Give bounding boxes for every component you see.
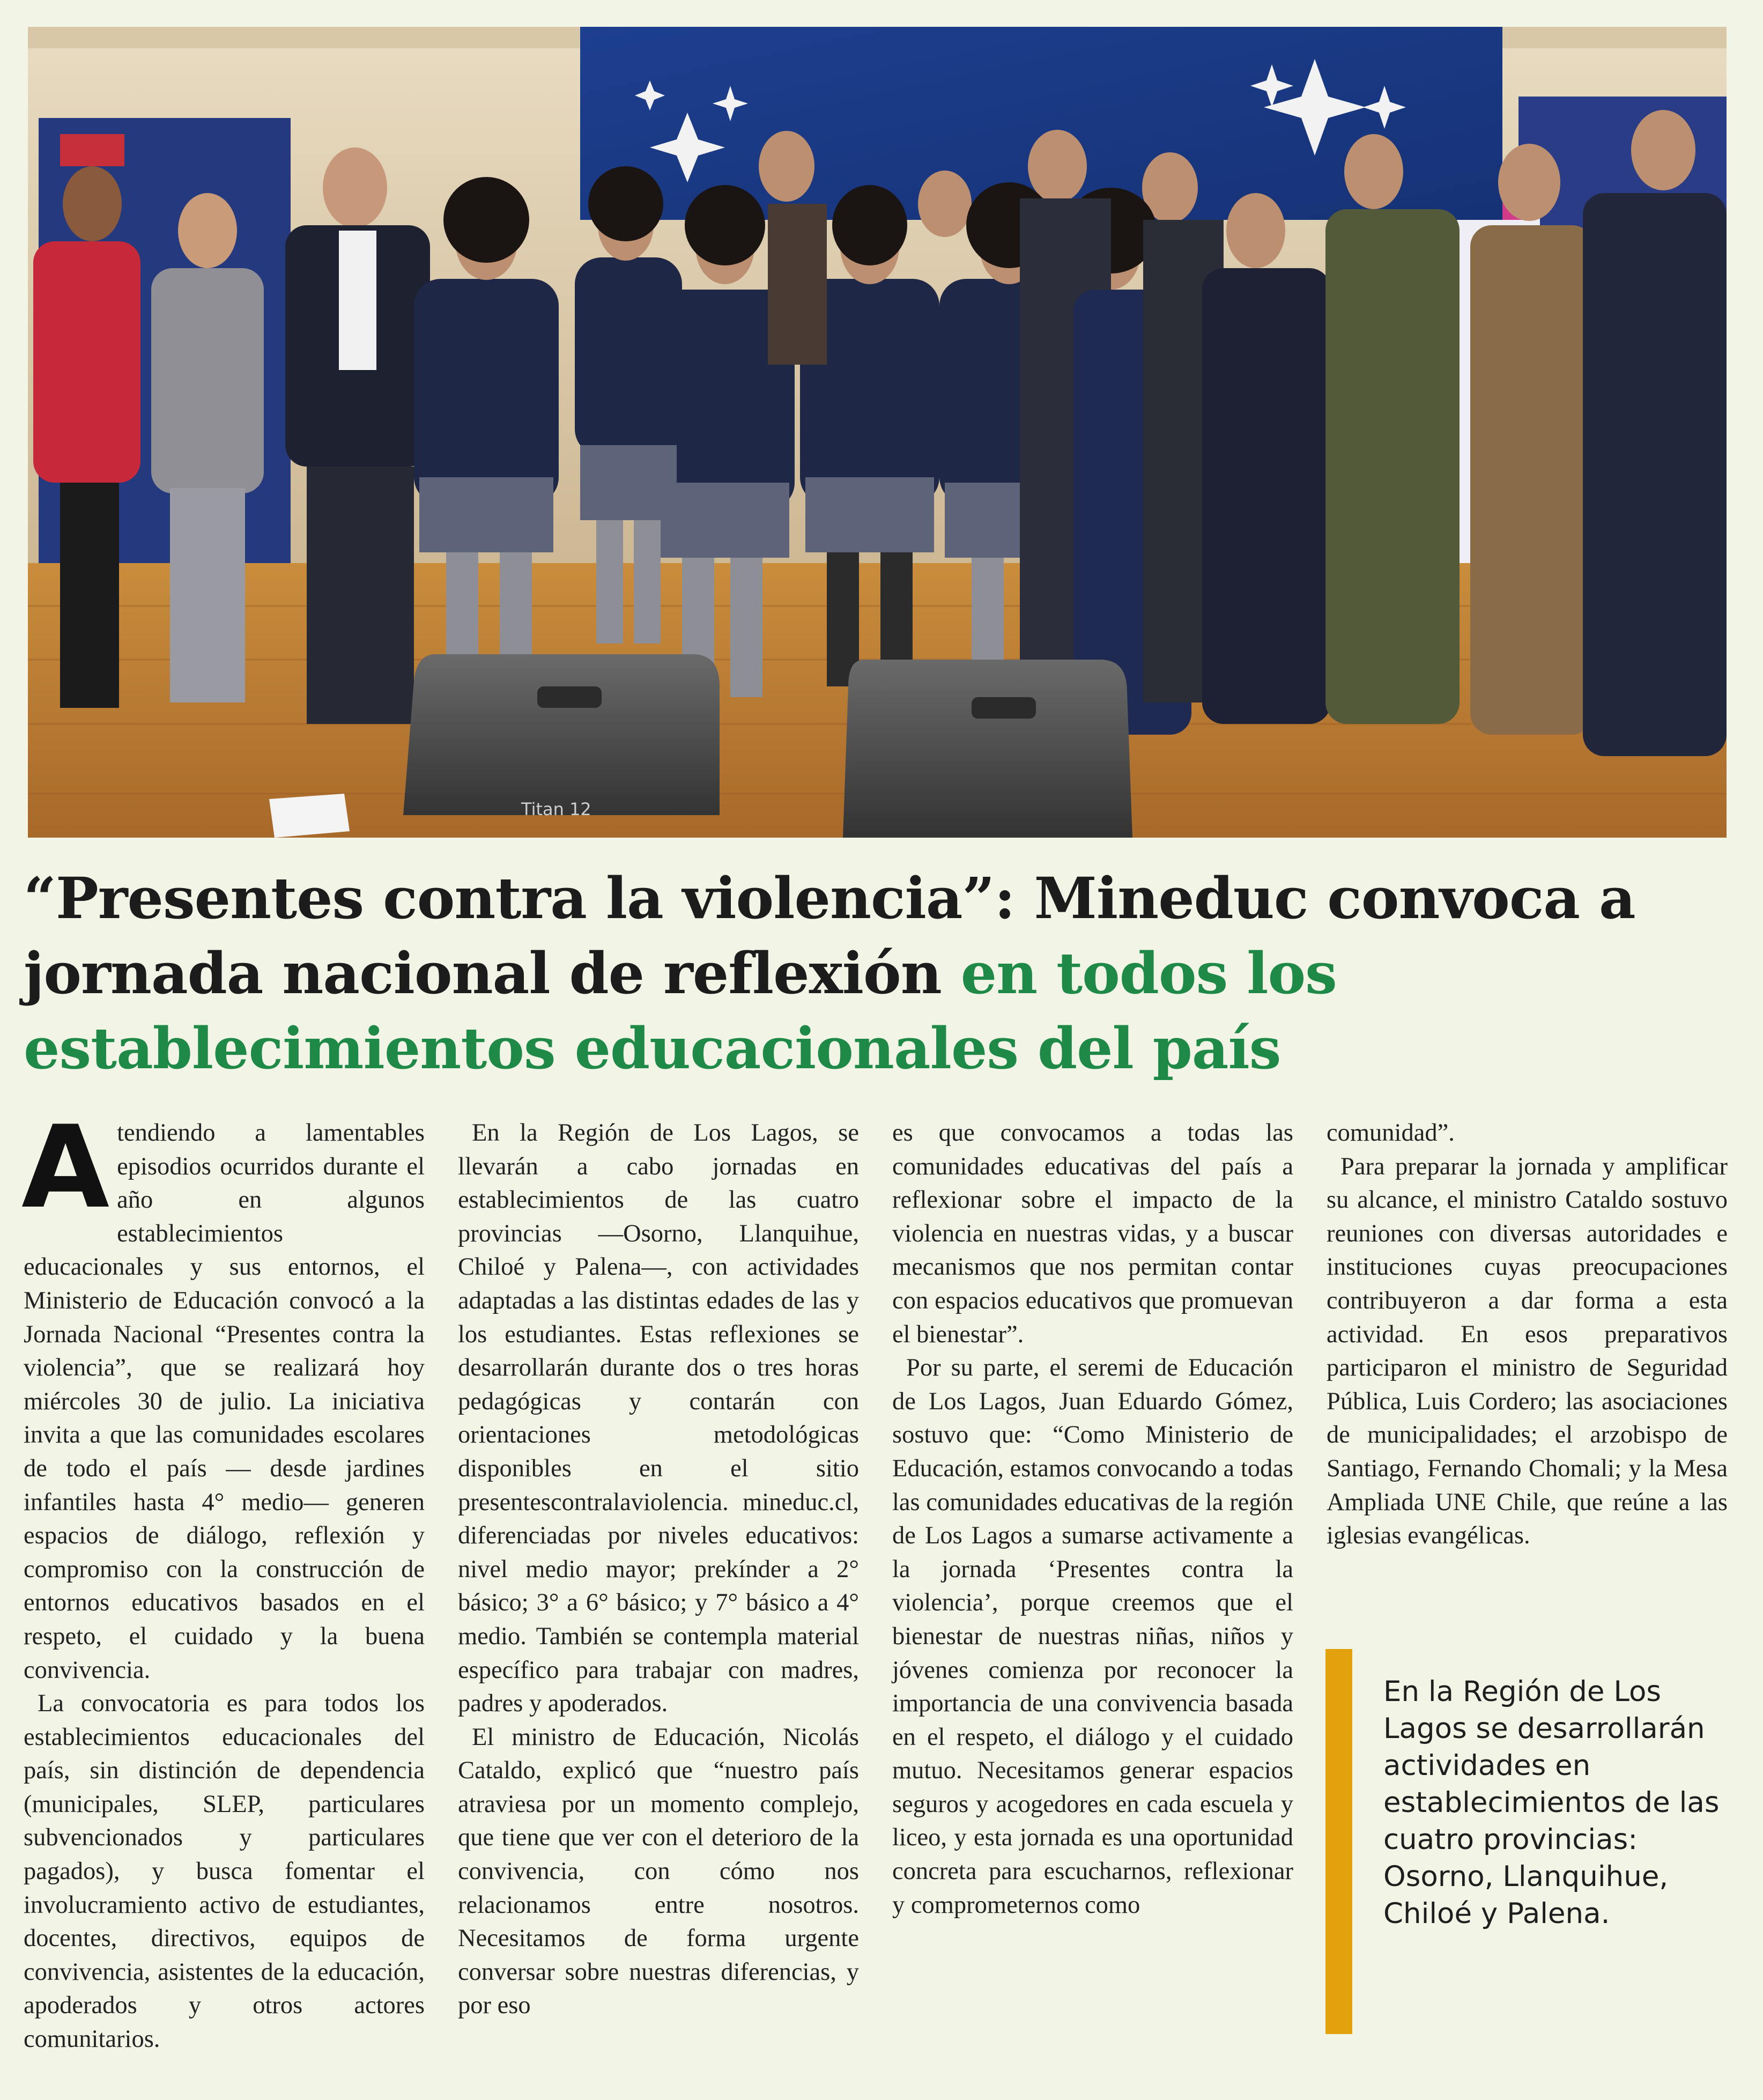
group-photo-icon xyxy=(28,27,1727,838)
article-paragraph xyxy=(21,1101,425,1687)
article-column-1 xyxy=(21,1101,425,2057)
drop-cap: A xyxy=(21,1101,110,1233)
headline-green: en todos los establecimientos educacionales del país xyxy=(24,940,1337,1082)
article-column-3 xyxy=(892,1116,1293,1922)
pull-quote: En la Región de Los Lagos se desarrollarán actividades en establecimientos de las cuatro provincias: Osorno, Llanquihue, Chiloé y Palena. xyxy=(1383,1675,1720,1930)
pull-quote-bar xyxy=(1325,1649,1352,2034)
article-column-4 xyxy=(1327,1116,1728,1553)
article-paragraph: El ministro de Educación, Nicolás Cataldo, explicó que “nuestro país atraviesa por un momento complejo, que tiene que ver con el deterioro de la convivencia, con cómo nos relacionamos entre nosotros. Necesitamos de forma urgente conversar sobre nuestras diferencias, y por eso xyxy=(458,1723,859,2020)
article-paragraph: Para preparar la jornada y amplificar su alcance, el ministro Cataldo sostuvo reuniones con diversas autoridades e instituciones cuyas preocupaciones contribuyeron a dar forma a esta actividad. En esos preparativos participaron el ministro de Seguridad Pública, Luis Cordero; las asociaciones de municipalidades; el arzobispo de Santiago, Fernando Chomali; y la Mesa Ampliada UNE Chile, que reúne a las iglesias evangélicas. xyxy=(1327,1152,1728,1550)
article-column-2 xyxy=(458,1116,859,2023)
headline-black: “Presentes contra la violencia”: Mineduc convoca a jornada nacional de reflexión xyxy=(24,864,1635,1007)
article-paragraph: Por su parte, el seremi de Educación de Los Lagos, Juan Eduardo Gómez, sostuvo que: “Como Ministerio de Educación, estamos convocando a todas las comunidades educativas de la región de Los Lagos a sumarse activamente a la jornada ‘Presentes contra la violencia’, porque creemos que el bienestar de nuestras niñas, niños y jóvenes comienza por reconocer la importancia de una convivencia basada en el respeto, el diálogo y el cuidado mutuo. Necesitamos generar espacios seguros y acogedores en cada escuela y liceo, y esta jornada es una oportunidad concreta para escucharnos, reflexionar y comprometernos como xyxy=(892,1354,1293,1919)
article-paragraph: La convocatoria es para todos los establecimientos educacionales del país, sin distinción de dependencia (municipales, SLEP, particulares subvencionados y particulares pagados), y busca fomentar el involucramiento activo de estudiantes, docentes, directivos, equipos de convivencia, asistentes de la educación, apoderados y otros actores comunitarios. xyxy=(24,1690,425,2053)
article-paragraph: es que convocamos a todas las comunidades educativas del país a reflexionar sobre el impacto de la violencia en nuestras vidas, y a buscar mecanismos que nos permitan contar con espacios educativos que promuevan el bienestar”. xyxy=(892,1119,1293,1348)
group-photo xyxy=(28,27,1727,838)
paragraph-text: tendiendo a lamentables episodios ocurridos durante el año en algunos establecimientos educacionales y sus entornos, el Ministerio de Educación convocó a la Jornada Nacional “Presentes contra la violencia”, que se realizará hoy miércoles 30 de julio. La iniciativa invita a que las comunidades escolares de todo el país — desde jardines infantiles hasta 4° medio— generen espacios de diálogo, reflexión y compromiso con la construcción de entornos educativos basados en el respeto, el cuidado y la buena convivencia. xyxy=(24,1119,425,1684)
article-paragraph: comunidad”. xyxy=(1327,1119,1455,1147)
headline xyxy=(24,861,1739,1086)
speaker-brand-label: Titan 12 xyxy=(521,799,591,819)
article-paragraph: En la Región de Los Lagos, se llevarán a cabo jornadas en establecimientos de las cuatro provincias —Osorno, Llanquihue, Chiloé y Palena—, con actividades adaptadas a las distintas edades de las y los estudiantes. Estas reflexiones se desarrollarán durante dos o tres horas pedagógicas y contarán con orientaciones metodológicas disponibles en el sitio presentescontralaviolencia. mineduc.cl, diferenciadas por niveles educativos: nivel medio mayor; prekínder a 2° básico; 3° a 6° básico; y 7° básico a 4° medio. También se contempla material específico para trabajar con madres, padres y apoderados. xyxy=(458,1119,859,1718)
